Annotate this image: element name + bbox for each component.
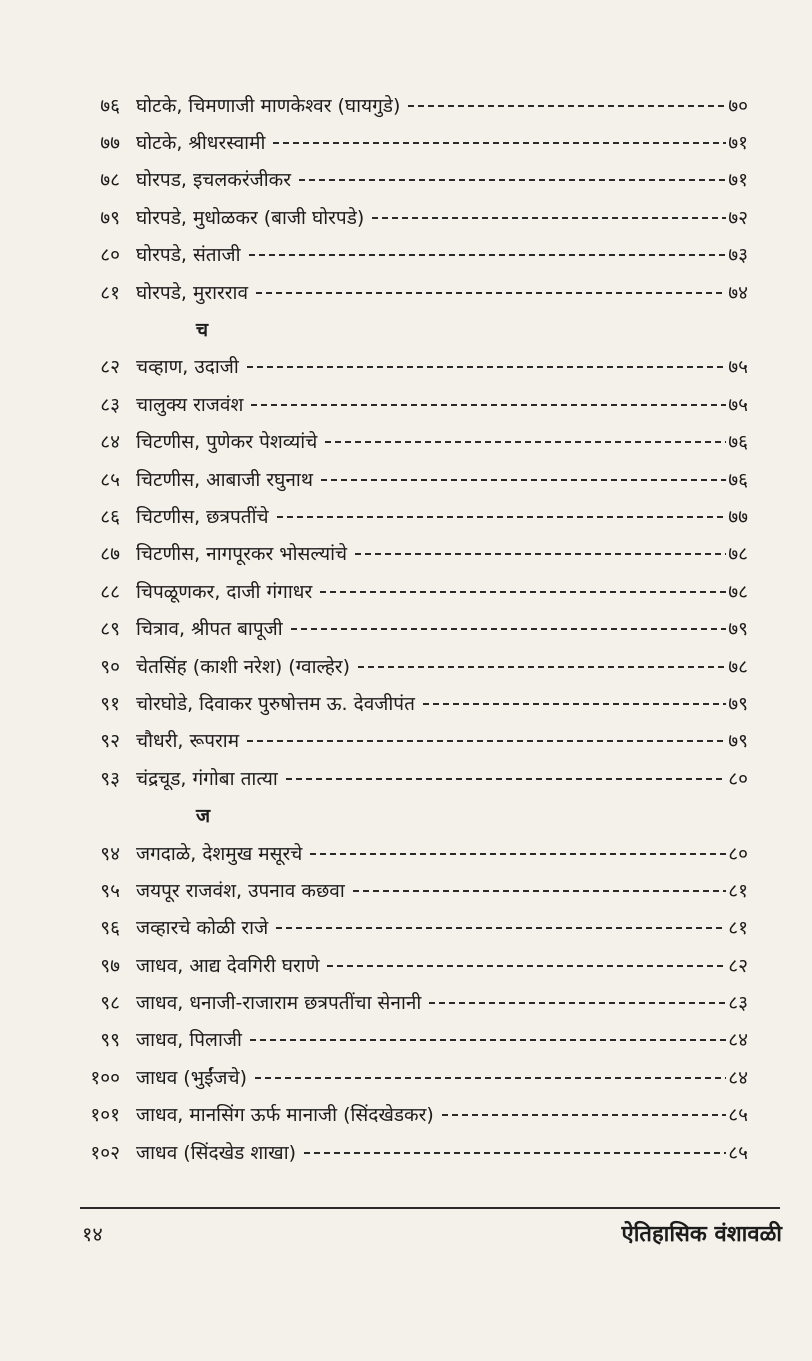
entry-page: ७५	[728, 356, 748, 379]
entry-page: ८१	[728, 879, 748, 902]
entry-number: ९९	[100, 1029, 120, 1052]
entry-page: ८५	[728, 1141, 748, 1164]
entry-page: ७८	[728, 655, 748, 678]
index-entry	[78, 983, 748, 1020]
entry-page: ७२	[728, 206, 748, 229]
index-entry	[78, 123, 748, 160]
dash-leader	[310, 853, 726, 855]
dash-leader	[291, 628, 727, 630]
index-entry	[78, 722, 748, 759]
entry-page: ८५	[728, 1104, 748, 1127]
index-group-gh	[78, 86, 748, 310]
entry-page: ७६	[728, 468, 748, 491]
entry-page: ७१	[728, 132, 748, 155]
entry-number: ८९	[100, 618, 120, 641]
index-entry	[78, 161, 748, 198]
index-entry	[78, 834, 748, 871]
entry-name: चंद्रचूड, गंगोबा तात्या	[136, 767, 278, 790]
index-group-cha	[78, 348, 748, 797]
entry-name: घोटके, चिमणाजी माणकेश्वर (घायगुडे)	[136, 94, 401, 117]
entry-name: जाधव, धनाजी-राजाराम छत्रपतींचा सेनानी	[136, 992, 422, 1015]
index-entry	[78, 1096, 748, 1133]
entry-number: ९८	[100, 992, 120, 1015]
entry-name: चिपळूणकर, दाजी गंगाधर	[136, 580, 313, 603]
index-entry	[78, 236, 748, 273]
dash-leader	[353, 890, 726, 892]
index-entry	[78, 423, 748, 460]
entry-page: ७८	[728, 543, 748, 566]
dash-leader	[276, 927, 726, 929]
dash-leader	[408, 105, 726, 107]
entry-number: ८८	[100, 580, 120, 603]
entry-name: घोरपड, इचलकरंजीकर	[136, 169, 291, 192]
entry-number: ८२	[100, 356, 120, 379]
index-entry	[78, 385, 748, 422]
index-entry	[78, 759, 748, 796]
entry-number: ७९	[100, 206, 120, 229]
index-entry	[78, 273, 748, 310]
entry-page: ७९	[728, 730, 748, 753]
entry-page: ७६	[728, 431, 748, 454]
entry-page: ७५	[728, 393, 748, 416]
entry-name: चव्हाण, उदाजी	[136, 356, 239, 379]
entry-number: १००	[90, 1066, 120, 1089]
entry-number: ९०	[100, 655, 120, 678]
entry-number: ८७	[100, 543, 120, 566]
dash-leader	[277, 516, 727, 518]
index-entry	[78, 460, 748, 497]
index-entry	[78, 198, 748, 235]
dash-leader	[299, 179, 726, 181]
entry-name: चेतसिंह (काशी नरेश) (ग्वाल्हेर)	[136, 655, 350, 678]
index-entry	[78, 871, 748, 908]
index-list	[78, 86, 748, 1170]
dash-leader	[286, 778, 726, 780]
dash-leader	[247, 366, 726, 368]
entry-name: चिटणीस, आबाजी रघुनाथ	[136, 468, 313, 491]
entry-name: घोटके, श्रीधरस्वामी	[136, 132, 266, 155]
entry-page: ७१	[728, 169, 748, 192]
dash-leader	[255, 1077, 726, 1079]
index-entry	[78, 1133, 748, 1170]
dash-leader	[273, 142, 726, 144]
dash-leader	[321, 479, 726, 481]
entry-number: ९५	[100, 879, 120, 902]
index-group-ja	[78, 834, 748, 1171]
entry-name: जाधव, मानसिंग ऊर्फ मानाजी (सिंदखेडकर)	[136, 1104, 434, 1127]
dash-leader	[251, 404, 726, 406]
section-heading-cha: च	[196, 319, 209, 342]
index-entry	[78, 572, 748, 609]
entry-page: ८२	[728, 954, 748, 977]
page-number: १४	[82, 1222, 103, 1246]
entry-name: चिटणीस, छत्रपतींचे	[136, 505, 269, 528]
entry-number: ९२	[100, 730, 120, 753]
dash-leader	[304, 1152, 726, 1154]
index-entry	[78, 348, 748, 385]
entry-number: ९७	[100, 954, 120, 977]
index-entry	[78, 86, 748, 123]
entry-number: ८५	[100, 468, 120, 491]
entry-name: चौधरी, रूपराम	[136, 730, 240, 753]
entry-page: ८०	[728, 842, 748, 865]
entry-number: १०१	[90, 1104, 120, 1127]
dash-leader	[327, 965, 726, 967]
entry-number: ८४	[100, 431, 120, 454]
entry-page: ८३	[728, 992, 748, 1015]
entry-name: चिटणीस, पुणेकर पेशव्यांचे	[136, 431, 318, 454]
entry-page: ७०	[728, 94, 748, 117]
entry-number: ९६	[100, 917, 120, 940]
dash-leader	[442, 1114, 726, 1116]
dash-leader	[250, 1039, 726, 1041]
entry-name: चालुक्य राजवंश	[136, 393, 244, 416]
entry-number: ७७	[100, 132, 120, 155]
entry-number: ८३	[100, 393, 120, 416]
index-entry	[78, 1021, 748, 1058]
section-heading-ja: ज	[196, 805, 211, 828]
entry-name: जाधव, पिलाजी	[136, 1029, 242, 1052]
entry-page: ८४	[728, 1029, 748, 1052]
entry-name: घोरपडे, मुरारराव	[136, 281, 249, 304]
dash-leader	[325, 441, 726, 443]
entry-name: जाधव (भुईंजचे)	[136, 1066, 247, 1089]
dash-leader	[429, 1002, 726, 1004]
entry-name: जाधव (सिंदखेड शाखा)	[136, 1141, 297, 1164]
dash-leader	[355, 553, 726, 555]
dash-leader	[256, 292, 726, 294]
index-entry	[78, 684, 748, 721]
entry-name: जव्हारचे कोळी राजे	[136, 917, 269, 940]
entry-page: ७३	[728, 244, 748, 267]
entry-number: १०२	[90, 1141, 120, 1164]
index-entry	[78, 946, 748, 983]
index-entry	[78, 497, 748, 534]
entry-page: ७८	[728, 580, 748, 603]
dash-leader	[320, 591, 726, 593]
entry-name: घोरपडे, मुधोळकर (बाजी घोरपडे)	[136, 206, 365, 229]
index-entry	[78, 909, 748, 946]
entry-number: ९१	[100, 692, 120, 715]
entry-page: ८४	[728, 1066, 748, 1089]
index-entry	[78, 1058, 748, 1095]
entry-number: ७८	[100, 169, 120, 192]
entry-name: चित्राव, श्रीपत बापूजी	[136, 618, 283, 641]
entry-name: घोरपडे, संताजी	[136, 244, 241, 267]
entry-page: ७७	[728, 505, 748, 528]
dash-leader	[372, 217, 726, 219]
entry-name: जगदाळे, देशमुख मसूरचे	[136, 842, 303, 865]
entry-number: ८६	[100, 505, 120, 528]
dash-leader	[247, 740, 726, 742]
index-entry	[78, 535, 748, 572]
entry-name: जाधव, आद्य देवगिरी घराणे	[136, 954, 320, 977]
dash-leader	[358, 666, 726, 668]
entry-name: जयपूर राजवंश, उपनाव कछवा	[136, 879, 345, 902]
footer-rule	[80, 1207, 780, 1209]
entry-number: ९३	[100, 767, 120, 790]
entry-name: चोरघोडे, दिवाकर पुरुषोत्तम ऊ. देवजीपंत	[136, 692, 415, 715]
entry-page: ७९	[728, 618, 748, 641]
index-entry	[78, 647, 748, 684]
dash-leader	[423, 703, 726, 705]
entry-page: ८०	[728, 767, 748, 790]
entry-number: ८१	[100, 281, 120, 304]
index-entry	[78, 609, 748, 646]
entry-page: ७४	[728, 281, 748, 304]
entry-name: चिटणीस, नागपूरकर भोसल्यांचे	[136, 543, 348, 566]
dash-leader	[249, 254, 727, 256]
book-title: ऐतिहासिक वंशावळी	[621, 1222, 782, 1247]
entry-page: ७९	[728, 692, 748, 715]
entry-number: ८०	[100, 244, 120, 267]
entry-number: ७६	[100, 94, 120, 117]
entry-number: ९४	[100, 842, 120, 865]
entry-page: ८१	[728, 917, 748, 940]
